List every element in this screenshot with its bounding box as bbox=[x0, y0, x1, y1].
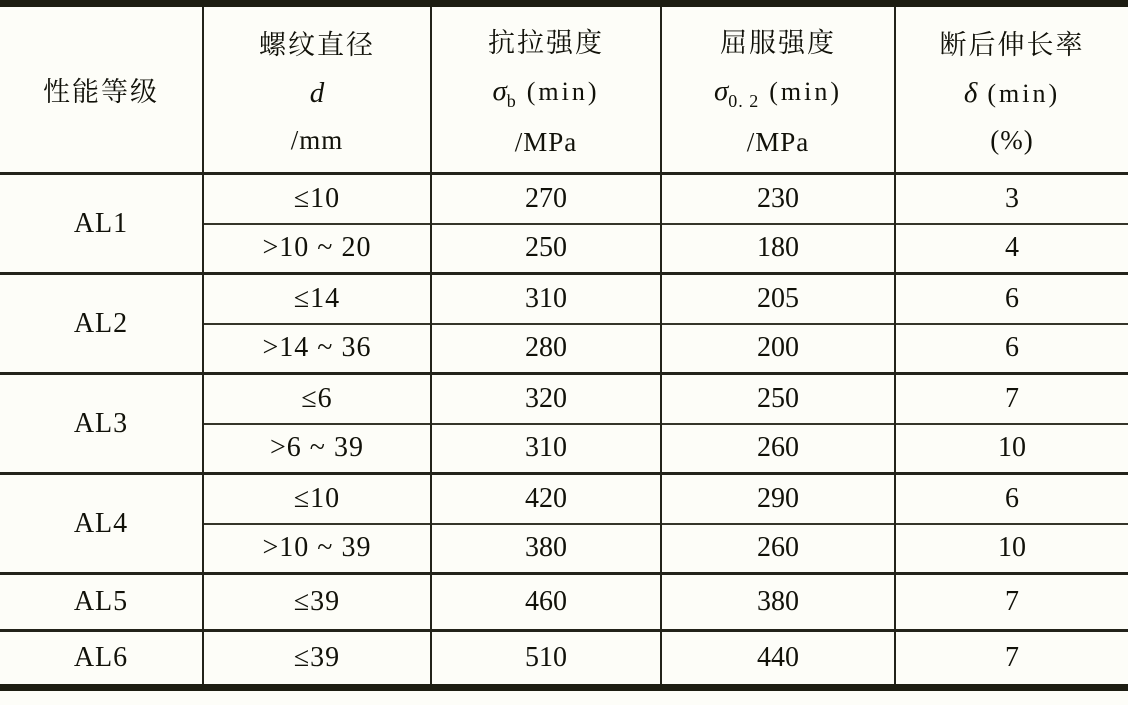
diameter-cell: >10 ~ 39 bbox=[203, 524, 431, 574]
diameter-cell: ≤39 bbox=[203, 631, 431, 688]
elongation-cell: 4 bbox=[895, 224, 1128, 274]
tensile-cell: 460 bbox=[431, 574, 661, 631]
yield-cell: 180 bbox=[661, 224, 895, 274]
header-diameter-unit: /mm bbox=[290, 125, 344, 155]
elongation-cell: 6 bbox=[895, 474, 1128, 524]
header-tensile-symbol: σ bbox=[492, 75, 507, 108]
grade-cell-al4: AL4 bbox=[0, 474, 203, 574]
header-yield bbox=[661, 4, 895, 174]
header-yield-title: 屈服强度 bbox=[720, 28, 836, 59]
tensile-cell: 270 bbox=[431, 174, 661, 224]
header-diameter-title: 螺纹直径 bbox=[259, 30, 375, 60]
yield-cell: 200 bbox=[661, 324, 895, 374]
grade-cell-al6: AL6 bbox=[0, 631, 203, 688]
header-tensile-symbol-line bbox=[492, 75, 599, 112]
header-tensile bbox=[431, 4, 661, 174]
header-elongation bbox=[895, 4, 1128, 174]
grade-cell-al5: AL5 bbox=[0, 574, 203, 631]
table-row bbox=[0, 574, 1128, 631]
elongation-cell: 7 bbox=[895, 374, 1128, 424]
table-row bbox=[0, 631, 1128, 688]
tensile-cell: 380 bbox=[431, 524, 661, 574]
diameter-cell: ≤10 bbox=[203, 474, 431, 524]
yield-cell: 250 bbox=[661, 374, 895, 424]
header-diameter-symbol: d bbox=[309, 77, 325, 109]
header-grade bbox=[0, 4, 203, 174]
header-tensile-subscript: b bbox=[506, 90, 517, 111]
elongation-cell: 3 bbox=[895, 174, 1128, 224]
tensile-cell: 250 bbox=[431, 224, 661, 274]
diameter-cell: ≤39 bbox=[203, 574, 431, 631]
yield-cell: 260 bbox=[661, 424, 895, 474]
header-elongation-symbol-line bbox=[964, 77, 1060, 110]
yield-cell: 290 bbox=[661, 474, 895, 524]
header-yield-symbol-line bbox=[714, 75, 842, 112]
tensile-cell: 420 bbox=[431, 474, 661, 524]
header-grade-label: 性能等级 bbox=[43, 77, 159, 107]
header-elongation-min: (min) bbox=[987, 79, 1061, 108]
tensile-cell: 510 bbox=[431, 631, 661, 688]
yield-cell: 380 bbox=[661, 574, 895, 631]
table-row bbox=[0, 474, 1128, 524]
header-diameter bbox=[203, 4, 431, 174]
elongation-cell: 7 bbox=[895, 631, 1128, 688]
header-yield-symbol: σ bbox=[713, 75, 729, 108]
elongation-cell: 10 bbox=[895, 424, 1128, 474]
elongation-cell: 7 bbox=[895, 574, 1128, 631]
header-tensile-unit: /MPa bbox=[514, 126, 578, 157]
yield-cell: 260 bbox=[661, 524, 895, 574]
grade-cell-al1: AL1 bbox=[0, 174, 203, 274]
yield-cell: 205 bbox=[661, 274, 895, 324]
header-elongation-symbol: δ bbox=[963, 77, 978, 109]
table-row bbox=[0, 174, 1128, 224]
header-yield-unit: /MPa bbox=[746, 126, 810, 157]
diameter-cell: ≤10 bbox=[203, 174, 431, 224]
table-header-row bbox=[0, 4, 1128, 174]
diameter-cell: ≤6 bbox=[203, 374, 431, 424]
header-elongation-unit: (%) bbox=[990, 125, 1034, 155]
diameter-cell: >10 ~ 20 bbox=[203, 224, 431, 274]
elongation-cell: 10 bbox=[895, 524, 1128, 574]
table-row bbox=[0, 374, 1128, 424]
yield-cell: 230 bbox=[661, 174, 895, 224]
diameter-cell: >6 ~ 39 bbox=[203, 424, 431, 474]
diameter-cell: ≤14 bbox=[203, 274, 431, 324]
elongation-cell: 6 bbox=[895, 324, 1128, 374]
grade-cell-al2: AL2 bbox=[0, 274, 203, 374]
diameter-cell: >14 ~ 36 bbox=[203, 324, 431, 374]
table-row bbox=[0, 274, 1128, 324]
yield-cell: 440 bbox=[661, 631, 895, 688]
header-tensile-title: 抗拉强度 bbox=[488, 28, 604, 59]
header-tensile-min: (min) bbox=[526, 77, 600, 107]
tensile-cell: 310 bbox=[431, 274, 661, 324]
header-yield-min: (min) bbox=[769, 77, 843, 107]
elongation-cell: 6 bbox=[895, 274, 1128, 324]
tensile-cell: 310 bbox=[431, 424, 661, 474]
header-yield-subscript: 0. 2 bbox=[728, 90, 760, 111]
tensile-cell: 320 bbox=[431, 374, 661, 424]
tensile-cell: 280 bbox=[431, 324, 661, 374]
header-elongation-title: 断后伸长率 bbox=[939, 30, 1085, 60]
grade-cell-al3: AL3 bbox=[0, 374, 203, 474]
